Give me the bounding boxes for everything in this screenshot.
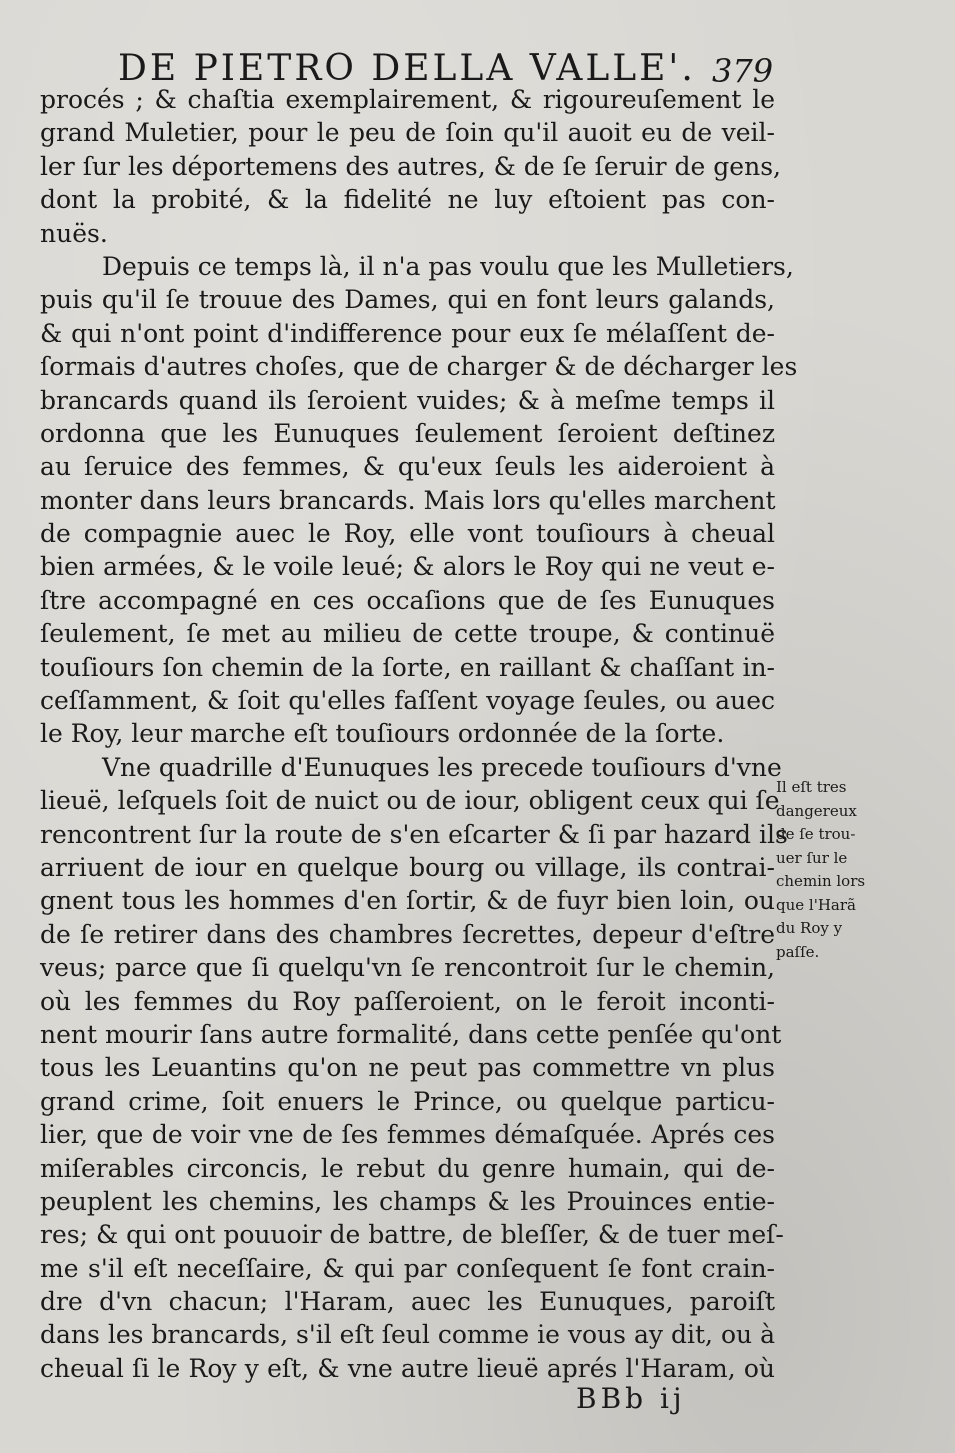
text-line: arriuent de iour en quelque bourg ou village, ils contrai- <box>40 852 775 882</box>
margin-note-line: du Roy y <box>776 919 843 937</box>
text-line: grand Muletier, pour le peu de ſoin qu'il auoit eu de veil- <box>40 118 775 148</box>
text-line: rencontrent ſur la route de s'en eſcarter & ſi par hazard ils <box>40 819 788 849</box>
text-line: le Roy, leur marche eſt touſiours ordonnée de la ſorte. <box>40 719 725 749</box>
text-line: brancards quand ils ſeroient vuides; & à meſme temps il <box>40 385 775 415</box>
text-line: nuës. <box>40 218 108 248</box>
text-line: procés ; & chaſtia exemplairement, & rigoureuſement le <box>40 85 775 114</box>
text-line: me s'il eſt neceſſaire, & qui par conſequent ſe font crain- <box>40 1253 775 1283</box>
text-line: au ſeruice des femmes, & qu'eux ſeuls les aideroient à <box>40 452 775 482</box>
text-line: de ſe retirer dans des chambres ſecrettes, depeur d'eſtre <box>40 919 775 949</box>
signature-mark: BBb ij <box>576 1382 686 1415</box>
paragraph <box>40 250 798 751</box>
text-line: dre d'vn chacun; l'Haram, auec les Eunuques, paroiſt <box>40 1287 775 1317</box>
margin-note-line: chemin lors <box>776 872 866 890</box>
paragraph <box>40 83 781 250</box>
text-line: tous les Leuantins qu'on ne peut pas commettre vn plus <box>40 1053 775 1083</box>
margin-note-line: de ſe trou- <box>776 825 856 843</box>
text-line: ſeulement, ſe met au milieu de cette troupe, & continuë <box>40 619 775 649</box>
text-line: touſiours ſon chemin de la ſorte, en raillant & chaſſant in- <box>40 652 775 682</box>
text-line: ſtre accompagné en ces occaſions que de ſes Eunuques <box>40 585 775 615</box>
text-line: nent mourir ſans autre formalité, dans cette penſée qu'ont <box>40 1019 782 1049</box>
text-line: & qui n'ont point d'indifference pour eux ſe mélaſſent de- <box>40 318 775 348</box>
main-text <box>40 83 798 1385</box>
text-line: monter dans leurs brancards. Mais lors qu'elles marchent <box>40 485 776 515</box>
text-line: puis qu'il ſe trouue des Dames, qui en font leurs galands, <box>40 285 775 315</box>
text-line: dont la probité, & la fidelité ne luy eſtoient pas con- <box>40 185 775 215</box>
text-line: bien armées, & le voile leué; & alors le Roy qui ne veut e- <box>40 552 775 582</box>
paragraph <box>40 751 788 1385</box>
text-line: ſormais d'autres choſes, que de charger & de décharger les <box>40 352 798 382</box>
margin-note-line: uer ſur le <box>776 848 848 867</box>
text-line: lieuë, leſquels ſoit de nuict ou de iour, obligent ceux qui ſe <box>40 786 780 816</box>
text-line: Depuis ce temps là, il n'a pas voulu que les Mulletiers, <box>102 251 794 281</box>
text-line: ceſſamment, & ſoit qu'elles faſſent voyage ſeules, ou auec <box>40 686 775 716</box>
text-line: miſerables circoncis, le rebut du genre humain, qui de- <box>40 1153 775 1183</box>
text-line: lier, que de voir vne de ſes femmes démaſquée. Aprés ces <box>40 1120 775 1150</box>
text-line: ordonna que les Eunuques ſeulement ſeroient deſtinez <box>40 418 775 448</box>
text-line: où les femmes du Roy paſſeroient, on le feroit inconti- <box>40 986 775 1016</box>
text-line: de compagnie auec le Roy, elle vont touſiours à cheual <box>40 519 775 549</box>
page-number: 379 <box>712 52 774 90</box>
text-line: gnent tous les hommes d'en ſortir, & de fuyr bien loin, ou <box>40 886 775 916</box>
text-line: veus; parce que ſi quelqu'vn ſe rencontroit ſur le chemin, <box>40 953 775 983</box>
text-line: peuplent les chemins, les champs & les Prouinces entie- <box>40 1186 775 1216</box>
margin-note-line: Il eſt tres <box>776 778 847 796</box>
running-title: DE PIETRO DELLA VALLE'. <box>118 48 696 89</box>
margin-note <box>776 776 896 964</box>
margin-note-line: que l'Harã <box>776 895 856 914</box>
text-line: dans les brancards, s'il eſt ſeul comme ie vous ay dit, ou à <box>40 1320 775 1350</box>
text-line: Vne quadrille d'Eunuques les precede touſiours d'vne <box>102 752 782 782</box>
text-line: res; & qui ont pouuoir de battre, de bleſſer, & de tuer meſ- <box>40 1220 784 1250</box>
margin-note-line: paſſe. <box>776 942 820 961</box>
text-line: ler ſur les déportemens des autres, & de ſe ſeruir de gens, <box>40 151 781 181</box>
text-line: grand crime, ſoit enuers le Prince, ou quelque particu- <box>40 1086 775 1116</box>
text-line: cheual ſi le Roy y eſt, & vne autre lieuë aprés l'Haram, où <box>40 1353 775 1383</box>
margin-note-line: dangereux <box>776 801 857 820</box>
